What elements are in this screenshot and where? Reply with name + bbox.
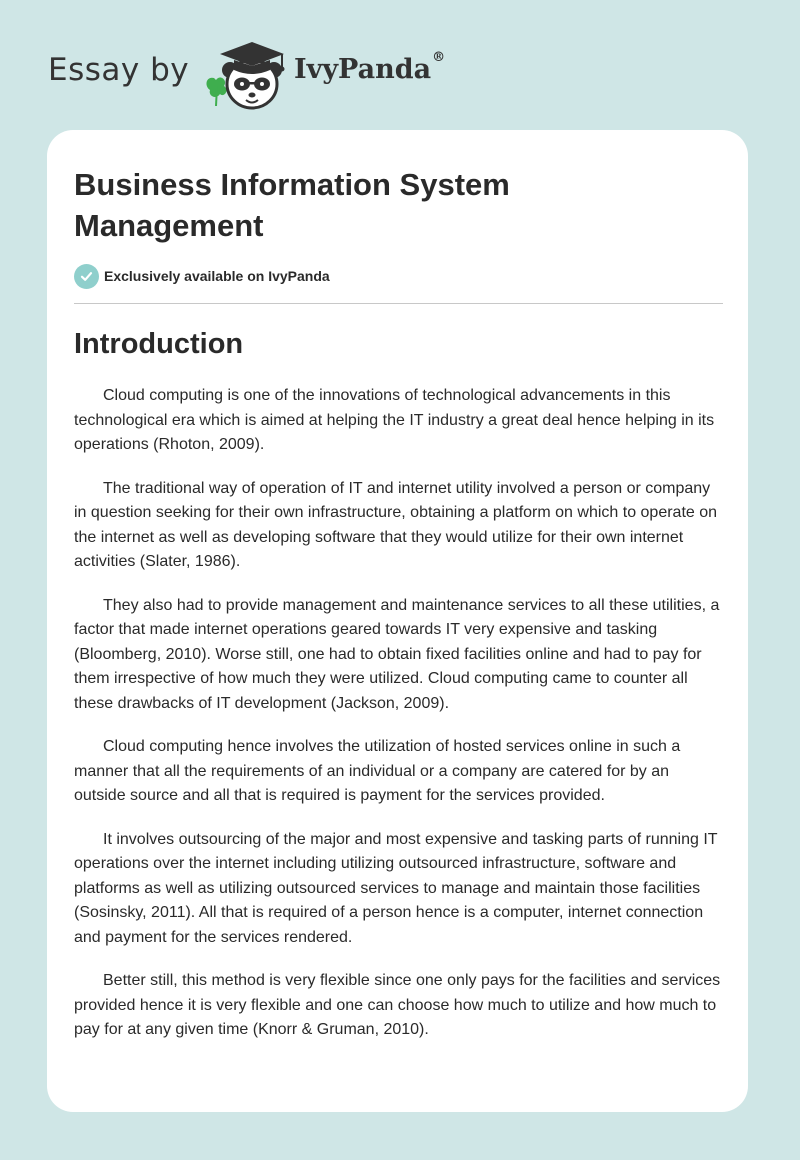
essay-body xyxy=(74,384,724,1062)
paragraph: It involves outsourcing of the major and most expensive and tasking parts of running IT operations over the internet including utilizing outsourced infrastructure, software and platforms as well as utilizing outsourced services to manage and maintain those facilities (Sosinsky, 2011). All that is required of a person hence is a computer, internet connection and payment for the services rendered. xyxy=(74,830,718,946)
ivy-leaf-icon xyxy=(207,78,227,106)
paragraph: Cloud computing hence involves the utilization of hosted services online in such a manner that all the requirements of an individual or a company are catered for by an outside source and all that is required is payment for the services provided. xyxy=(74,738,681,804)
essay-card xyxy=(47,130,748,1112)
page-title: Business Information System Management xyxy=(74,167,510,243)
registered-mark: ® xyxy=(432,50,446,65)
exclusive-badge xyxy=(74,263,330,289)
divider xyxy=(74,303,723,304)
paragraph: They also had to provide management and maintenance services to all these utilities, a factor that made internet operations geared towards IT very expensive and tasking (Bloomberg, 2010). Worse still, one had to obtain fixed facilities online and had to pay for them irrespective of how much they were utilized. Cloud computing came to counter all these drawbacks of IT development (Jackson, 2009). xyxy=(74,596,720,712)
panda-graduate-icon xyxy=(204,34,290,112)
paragraph: Cloud computing is one of the innovations of technological advancements in this technological era which is aimed at helping the IT industry a great deal hence helping in its operations (Rhoton, 2009). xyxy=(74,387,715,453)
section-heading: Introduction xyxy=(74,328,244,360)
site-header xyxy=(48,30,648,110)
brand-wordmark: IvyPanda xyxy=(294,54,432,85)
brand-name xyxy=(294,50,446,85)
badge-label: Exclusively available on IvyPanda xyxy=(104,268,330,284)
check-circle-icon xyxy=(74,264,99,289)
paragraph: The traditional way of operation of IT and internet utility involved a person or company in question seeking for their own infrastructure, obtaining a platform on which to operate on the internet as well as developing software that they would utilize for their own internet activities (Slater, 1986). xyxy=(74,479,718,570)
essay-by-label: Essay by xyxy=(48,52,190,88)
paragraph: Better still, this method is very flexible since one only pays for the facilities and services provided hence it is very flexible and one can choose how much to utilize and how much to pay for at any given time (Knorr & Gruman, 2010). xyxy=(74,972,721,1038)
